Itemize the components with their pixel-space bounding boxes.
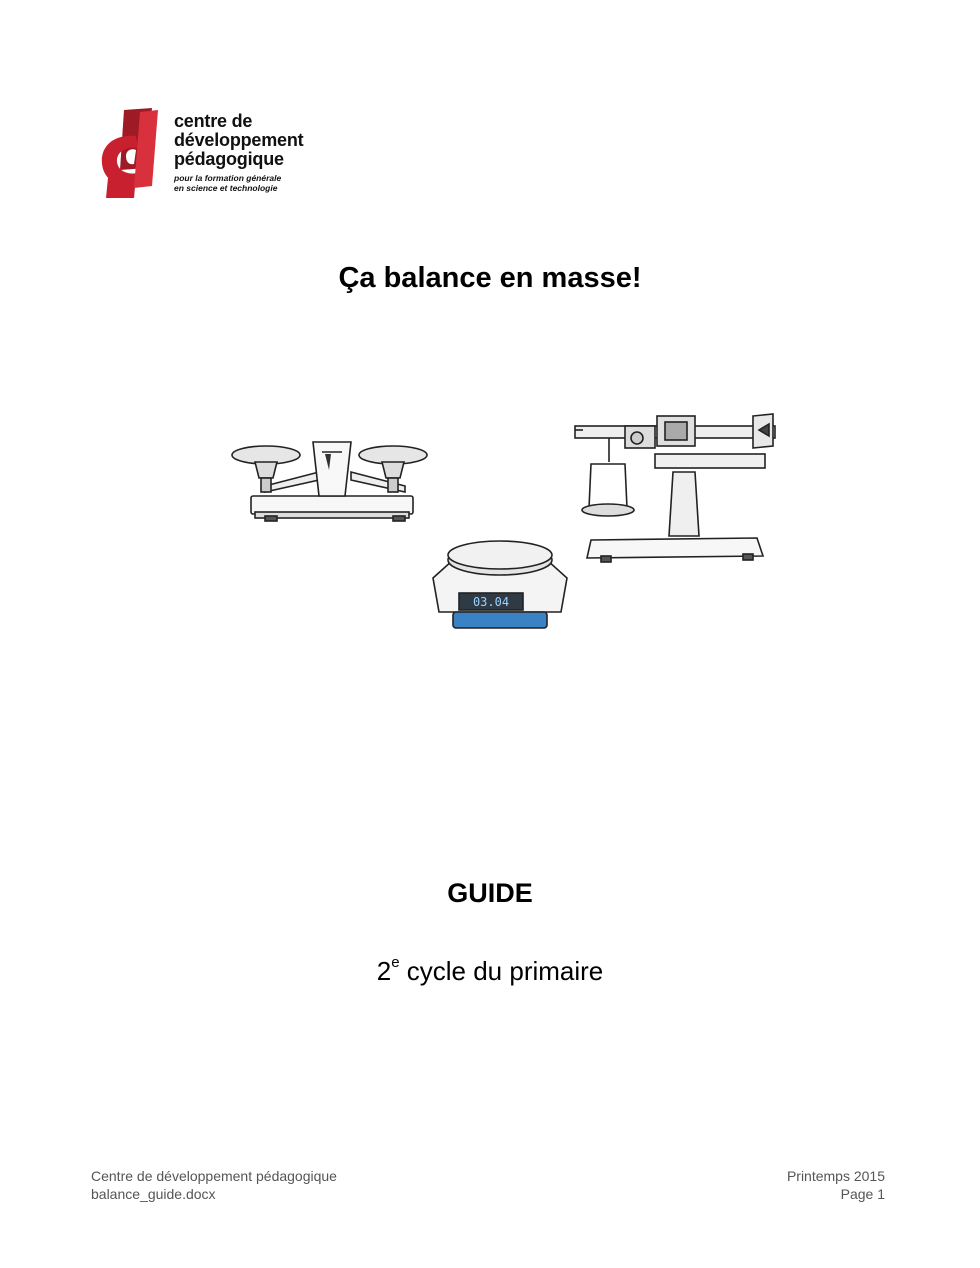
page-title: Ça balance en masse! [338,262,642,294]
logo-line-1: centre de [174,111,253,131]
footer-page-number: Page 1 [840,1186,885,1202]
logo-line-2: développement [174,130,304,150]
footer-organization: Centre de développement pédagogique [91,1168,337,1184]
cdp-logo-icon [96,106,166,198]
footer-filename: balance_guide.docx [91,1186,216,1202]
footer-date: Printemps 2015 [786,1168,885,1184]
scale-display: 03.04 [472,595,510,609]
logo-line-3: pédagogique [174,149,284,169]
guide-heading: GUIDE [447,878,533,908]
footer-right [787,1167,885,1203]
footer-left [91,1167,337,1203]
logo-subline-2: en science et technologie [174,183,278,193]
logo-subline-1: pour la formation générale [174,173,282,183]
balances-illustration [225,400,785,640]
triple-beam-balance-icon [575,414,775,562]
cycle-superscript: e [391,954,400,972]
digital-scale-icon [433,541,567,628]
pan-balance-icon [232,442,427,521]
cycle-text: cycle du primaire [399,956,604,986]
cycle-subtitle [0,956,980,987]
cdp-logo [96,106,336,202]
cycle-number: 2 [376,956,392,986]
